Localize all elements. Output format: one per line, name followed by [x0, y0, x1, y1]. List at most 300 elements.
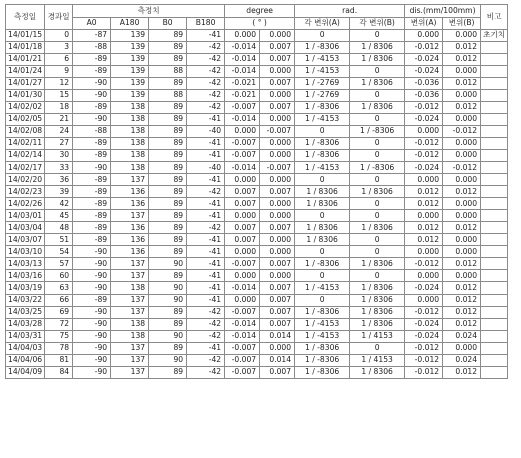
table-row: [6, 53, 508, 65]
cell-date: 14/03/13: [6, 258, 45, 270]
cell-a0: -89: [73, 65, 111, 77]
cell-degree-a: -0.014: [225, 282, 260, 294]
cell-remark: [481, 306, 508, 318]
cell-rad-a: 1 / -8306: [295, 41, 350, 53]
cell-a0: -90: [73, 77, 111, 89]
header-measured: 측정치: [73, 5, 225, 18]
cell-a180: 137: [111, 258, 149, 270]
cell-rad-a: 1 / -8306: [295, 258, 350, 270]
cell-a180: 138: [111, 162, 149, 174]
cell-a180: 138: [111, 113, 149, 125]
cell-degree-b: 0.000: [260, 234, 295, 246]
cell-dis-a: -0.024: [405, 113, 443, 125]
cell-rad-a: 1 / -4153: [295, 53, 350, 65]
cell-rad-b: 0: [350, 210, 405, 222]
cell-dis-b: 0.012: [443, 222, 481, 234]
cell-a0: -89: [73, 234, 111, 246]
cell-a180: 138: [111, 318, 149, 330]
cell-dis-a: -0.024: [405, 330, 443, 342]
cell-degree-b: 0.014: [260, 330, 295, 342]
cell-b180: -42: [187, 366, 225, 378]
cell-dis-b: 0.012: [443, 186, 481, 198]
cell-remark: [481, 270, 508, 282]
cell-degree-a: -0.007: [225, 137, 260, 149]
cell-remark: [481, 234, 508, 246]
cell-remark: [481, 222, 508, 234]
cell-a0: -89: [73, 53, 111, 65]
header-rad-b: 각 변위(B): [350, 17, 405, 29]
cell-elapsed: 33: [45, 162, 73, 174]
cell-a0: -89: [73, 294, 111, 306]
cell-b0: 89: [149, 174, 187, 186]
cell-b0: 89: [149, 186, 187, 198]
table-row: [6, 306, 508, 318]
cell-date: 14/03/19: [6, 282, 45, 294]
cell-b180: -41: [187, 282, 225, 294]
cell-dis-b: 0.000: [443, 89, 481, 101]
cell-degree-b: 0.007: [260, 294, 295, 306]
table-row: [6, 222, 508, 234]
cell-dis-a: -0.024: [405, 282, 443, 294]
cell-a180: 136: [111, 198, 149, 210]
table-row: [6, 101, 508, 113]
cell-degree-b: 0.000: [260, 270, 295, 282]
cell-a0: -90: [73, 318, 111, 330]
cell-rad-b: 1 / 8306: [350, 53, 405, 65]
cell-a0: -90: [73, 306, 111, 318]
cell-b180: -42: [187, 354, 225, 366]
cell-dis-a: -0.024: [405, 53, 443, 65]
cell-date: 14/03/31: [6, 330, 45, 342]
cell-b180: -41: [187, 29, 225, 41]
cell-dis-a: -0.036: [405, 77, 443, 89]
cell-rad-b: 0: [350, 137, 405, 149]
cell-degree-a: 0.000: [225, 174, 260, 186]
cell-remark: [481, 294, 508, 306]
header-b0: B0: [149, 17, 187, 29]
cell-a0: -90: [73, 270, 111, 282]
cell-b0: 88: [149, 89, 187, 101]
cell-date: 14/01/15: [6, 29, 45, 41]
cell-dis-b: 0.012: [443, 101, 481, 113]
cell-elapsed: 39: [45, 186, 73, 198]
cell-dis-b: 0.000: [443, 210, 481, 222]
cell-elapsed: 51: [45, 234, 73, 246]
cell-dis-a: 0.000: [405, 125, 443, 137]
cell-degree-b: 0.007: [260, 258, 295, 270]
cell-dis-a: -0.012: [405, 258, 443, 270]
cell-degree-a: 0.000: [225, 294, 260, 306]
cell-dis-b: -0.012: [443, 162, 481, 174]
table-row: [6, 198, 508, 210]
cell-dis-b: 0.000: [443, 174, 481, 186]
cell-degree-a: -0.007: [225, 149, 260, 161]
cell-a0: -90: [73, 89, 111, 101]
cell-a0: -90: [73, 113, 111, 125]
cell-a180: 137: [111, 294, 149, 306]
cell-degree-b: 0.000: [260, 342, 295, 354]
cell-b0: 89: [149, 137, 187, 149]
header-a180: A180: [111, 17, 149, 29]
cell-a180: 139: [111, 65, 149, 77]
cell-rad-a: 1 / 8306: [295, 186, 350, 198]
cell-rad-a: 1 / -4153: [295, 162, 350, 174]
cell-rad-b: 0: [350, 246, 405, 258]
cell-rad-b: 1 / 8306: [350, 186, 405, 198]
cell-elapsed: 54: [45, 246, 73, 258]
cell-dis-b: 0.000: [443, 149, 481, 161]
header-rad: rad.: [295, 5, 405, 18]
cell-degree-b: 0.000: [260, 137, 295, 149]
cell-degree-b: 0.007: [260, 222, 295, 234]
cell-b0: 89: [149, 29, 187, 41]
cell-a0: -90: [73, 342, 111, 354]
cell-a0: -90: [73, 246, 111, 258]
cell-date: 14/03/07: [6, 234, 45, 246]
cell-degree-b: 0.000: [260, 149, 295, 161]
cell-elapsed: 81: [45, 354, 73, 366]
cell-date: 14/01/24: [6, 65, 45, 77]
header-a0: A0: [73, 17, 111, 29]
cell-b180: -41: [187, 342, 225, 354]
cell-rad-b: 0: [350, 149, 405, 161]
cell-rad-a: 1 / -4153: [295, 330, 350, 342]
cell-b0: 89: [149, 53, 187, 65]
cell-dis-a: -0.012: [405, 41, 443, 53]
cell-date: 14/03/04: [6, 222, 45, 234]
cell-remark: [481, 65, 508, 77]
cell-b180: -42: [187, 222, 225, 234]
cell-rad-a: 1 / -2769: [295, 77, 350, 89]
cell-a180: 138: [111, 101, 149, 113]
cell-rad-b: 1 / -8306: [350, 125, 405, 137]
cell-remark: [481, 258, 508, 270]
cell-rad-a: 1 / -8306: [295, 354, 350, 366]
cell-date: 14/02/26: [6, 198, 45, 210]
cell-date: 14/01/21: [6, 53, 45, 65]
table-row: [6, 234, 508, 246]
table-row: [6, 342, 508, 354]
cell-remark: [481, 198, 508, 210]
cell-b0: 89: [149, 246, 187, 258]
cell-date: 14/02/14: [6, 149, 45, 161]
header-date: 측정일: [6, 5, 45, 30]
table-body: [6, 29, 508, 378]
cell-a0: -87: [73, 29, 111, 41]
cell-a180: 137: [111, 342, 149, 354]
cell-elapsed: 69: [45, 306, 73, 318]
cell-rad-a: 0: [295, 210, 350, 222]
cell-degree-b: 0.007: [260, 282, 295, 294]
cell-b180: -42: [187, 77, 225, 89]
cell-dis-b: 0.024: [443, 330, 481, 342]
cell-degree-a: 0.007: [225, 222, 260, 234]
cell-a180: 136: [111, 246, 149, 258]
cell-a0: -90: [73, 330, 111, 342]
cell-a180: 137: [111, 306, 149, 318]
cell-dis-b: 0.012: [443, 258, 481, 270]
cell-rad-a: 1 / 8306: [295, 234, 350, 246]
cell-date: 14/03/01: [6, 210, 45, 222]
cell-b0: 89: [149, 149, 187, 161]
cell-b0: 90: [149, 354, 187, 366]
cell-a0: -90: [73, 354, 111, 366]
cell-b0: 89: [149, 210, 187, 222]
cell-dis-b: 0.000: [443, 198, 481, 210]
cell-b180: -41: [187, 234, 225, 246]
cell-rad-b: 1 / 8306: [350, 222, 405, 234]
cell-a0: -89: [73, 101, 111, 113]
cell-degree-a: -0.007: [225, 342, 260, 354]
cell-b0: 89: [149, 270, 187, 282]
cell-degree-a: -0.014: [225, 113, 260, 125]
cell-rad-a: 1 / -4153: [295, 65, 350, 77]
cell-dis-b: 0.000: [443, 29, 481, 41]
cell-degree-a: -0.014: [225, 162, 260, 174]
cell-dis-b: -0.012: [443, 125, 481, 137]
cell-b180: -42: [187, 318, 225, 330]
cell-b180: -42: [187, 186, 225, 198]
cell-date: 14/04/09: [6, 366, 45, 378]
cell-rad-b: 1 / 8306: [350, 77, 405, 89]
cell-elapsed: 21: [45, 113, 73, 125]
cell-dis-a: -0.012: [405, 354, 443, 366]
cell-dis-a: -0.012: [405, 101, 443, 113]
cell-degree-a: 0.000: [225, 270, 260, 282]
cell-rad-a: 1 / 8306: [295, 198, 350, 210]
cell-a0: -90: [73, 282, 111, 294]
cell-rad-b: 0: [350, 174, 405, 186]
header-rad-a: 각 변위(A): [295, 17, 350, 29]
table-row: [6, 149, 508, 161]
cell-rad-a: 1 / 8306: [295, 222, 350, 234]
table-row: [6, 137, 508, 149]
cell-date: 14/02/17: [6, 162, 45, 174]
cell-date: 14/03/16: [6, 270, 45, 282]
table-row: [6, 210, 508, 222]
cell-b180: -41: [187, 113, 225, 125]
cell-dis-b: 0.000: [443, 137, 481, 149]
cell-date: 14/03/22: [6, 294, 45, 306]
cell-date: 14/02/02: [6, 101, 45, 113]
cell-b180: -42: [187, 101, 225, 113]
cell-dis-a: -0.012: [405, 137, 443, 149]
cell-dis-a: 0.000: [405, 294, 443, 306]
cell-a180: 137: [111, 366, 149, 378]
cell-degree-a: -0.007: [225, 366, 260, 378]
cell-date: 14/03/25: [6, 306, 45, 318]
cell-date: 14/03/10: [6, 246, 45, 258]
cell-date: 14/02/11: [6, 137, 45, 149]
cell-rad-a: 1 / -4153: [295, 282, 350, 294]
table-row: [6, 354, 508, 366]
cell-b180: -40: [187, 162, 225, 174]
cell-degree-b: 0.000: [260, 174, 295, 186]
header-dis-b: 변위(B): [443, 17, 481, 29]
cell-degree-a: -0.014: [225, 318, 260, 330]
cell-b0: 89: [149, 101, 187, 113]
cell-degree-a: 0.007: [225, 234, 260, 246]
cell-remark: [481, 246, 508, 258]
cell-a180: 138: [111, 330, 149, 342]
cell-rad-a: 1 / -2769: [295, 89, 350, 101]
cell-b0: 89: [149, 342, 187, 354]
measurement-table: [5, 4, 508, 379]
cell-b180: -42: [187, 89, 225, 101]
cell-remark: [481, 366, 508, 378]
cell-remark: [481, 162, 508, 174]
cell-b180: -42: [187, 330, 225, 342]
cell-dis-a: 0.000: [405, 246, 443, 258]
cell-b180: -42: [187, 53, 225, 65]
cell-degree-b: 0.007: [260, 53, 295, 65]
cell-dis-b: 0.024: [443, 354, 481, 366]
cell-a0: -90: [73, 366, 111, 378]
cell-remark: [481, 41, 508, 53]
cell-dis-a: 0.012: [405, 186, 443, 198]
cell-b0: 89: [149, 318, 187, 330]
cell-a180: 137: [111, 354, 149, 366]
table-row: [6, 41, 508, 53]
table-header: [6, 5, 508, 30]
cell-b180: -41: [187, 210, 225, 222]
cell-remark: [481, 210, 508, 222]
cell-elapsed: 30: [45, 149, 73, 161]
table-row: [6, 366, 508, 378]
cell-b180: -41: [187, 174, 225, 186]
cell-dis-b: 0.000: [443, 342, 481, 354]
cell-b180: -41: [187, 270, 225, 282]
cell-rad-b: 0: [350, 198, 405, 210]
header-b180: B180: [187, 17, 225, 29]
cell-rad-a: 1 / -8306: [295, 137, 350, 149]
table-row: [6, 318, 508, 330]
cell-a0: -89: [73, 210, 111, 222]
cell-a180: 137: [111, 270, 149, 282]
cell-dis-a: -0.012: [405, 366, 443, 378]
cell-degree-b: 0.007: [260, 306, 295, 318]
cell-degree-a: 0.000: [225, 210, 260, 222]
cell-rad-b: 0: [350, 113, 405, 125]
cell-dis-a: -0.024: [405, 162, 443, 174]
cell-rad-b: 1 / 4153: [350, 330, 405, 342]
cell-b0: 89: [149, 234, 187, 246]
table-row: [6, 258, 508, 270]
cell-degree-a: -0.014: [225, 41, 260, 53]
cell-dis-b: 0.000: [443, 246, 481, 258]
cell-degree-b: 0.007: [260, 77, 295, 89]
table-row: [6, 294, 508, 306]
cell-elapsed: 27: [45, 137, 73, 149]
cell-dis-b: 0.000: [443, 113, 481, 125]
cell-a180: 138: [111, 149, 149, 161]
cell-rad-a: 1 / -8306: [295, 366, 350, 378]
cell-degree-b: 0.000: [260, 198, 295, 210]
cell-rad-a: 0: [295, 294, 350, 306]
cell-remark: [481, 330, 508, 342]
cell-dis-b: 0.012: [443, 306, 481, 318]
cell-rad-b: 0: [350, 234, 405, 246]
cell-a180: 137: [111, 210, 149, 222]
cell-remark: [481, 89, 508, 101]
cell-b0: 89: [149, 222, 187, 234]
cell-rad-b: 1 / -8306: [350, 162, 405, 174]
cell-elapsed: 15: [45, 89, 73, 101]
cell-remark: [481, 342, 508, 354]
cell-rad-a: 0: [295, 246, 350, 258]
table-row: [6, 282, 508, 294]
cell-degree-b: 0.000: [260, 29, 295, 41]
cell-b0: 88: [149, 65, 187, 77]
cell-degree-b: 0.014: [260, 354, 295, 366]
cell-dis-a: -0.024: [405, 65, 443, 77]
cell-dis-a: -0.036: [405, 89, 443, 101]
cell-rad-b: 0: [350, 342, 405, 354]
cell-remark: [481, 282, 508, 294]
cell-rad-a: 1 / -4153: [295, 318, 350, 330]
cell-rad-b: 1 / 8306: [350, 258, 405, 270]
cell-rad-b: 1 / 8306: [350, 306, 405, 318]
cell-degree-b: -0.007: [260, 125, 295, 137]
cell-degree-b: 0.000: [260, 246, 295, 258]
cell-a0: -89: [73, 186, 111, 198]
cell-elapsed: 12: [45, 77, 73, 89]
cell-rad-b: 1 / 8306: [350, 318, 405, 330]
cell-b0: 89: [149, 162, 187, 174]
table-row: [6, 162, 508, 174]
cell-b0: 89: [149, 41, 187, 53]
table-row: [6, 125, 508, 137]
cell-degree-a: -0.014: [225, 65, 260, 77]
cell-elapsed: 72: [45, 318, 73, 330]
cell-rad-a: 1 / -4153: [295, 113, 350, 125]
cell-rad-b: 1 / 8306: [350, 41, 405, 53]
cell-a180: 138: [111, 282, 149, 294]
cell-rad-a: 1 / -8306: [295, 342, 350, 354]
table-row: [6, 270, 508, 282]
cell-dis-b: 0.012: [443, 366, 481, 378]
cell-dis-b: 0.000: [443, 234, 481, 246]
cell-dis-b: 0.000: [443, 270, 481, 282]
cell-rad-a: 1 / -8306: [295, 306, 350, 318]
cell-dis-a: 0.000: [405, 270, 443, 282]
cell-rad-a: 1 / -8306: [295, 149, 350, 161]
cell-remark: [481, 77, 508, 89]
cell-b180: -41: [187, 258, 225, 270]
cell-elapsed: 0: [45, 29, 73, 41]
cell-rad-a: 0: [295, 174, 350, 186]
cell-b180: -40: [187, 125, 225, 137]
cell-degree-a: 0.007: [225, 186, 260, 198]
cell-dis-a: 0.012: [405, 198, 443, 210]
cell-degree-b: 0.007: [260, 41, 295, 53]
cell-elapsed: 78: [45, 342, 73, 354]
cell-date: 14/04/06: [6, 354, 45, 366]
cell-rad-b: 1 / 8306: [350, 366, 405, 378]
cell-date: 14/02/08: [6, 125, 45, 137]
cell-elapsed: 75: [45, 330, 73, 342]
cell-rad-a: 0: [295, 125, 350, 137]
cell-dis-a: -0.024: [405, 318, 443, 330]
cell-b0: 89: [149, 198, 187, 210]
cell-remark: [481, 149, 508, 161]
cell-b0: 90: [149, 282, 187, 294]
table-row: [6, 330, 508, 342]
cell-degree-b: 0.007: [260, 101, 295, 113]
cell-degree-a: -0.014: [225, 53, 260, 65]
header-degree-unit: ( ° ): [225, 17, 295, 29]
cell-remark: 초기치: [481, 29, 508, 41]
